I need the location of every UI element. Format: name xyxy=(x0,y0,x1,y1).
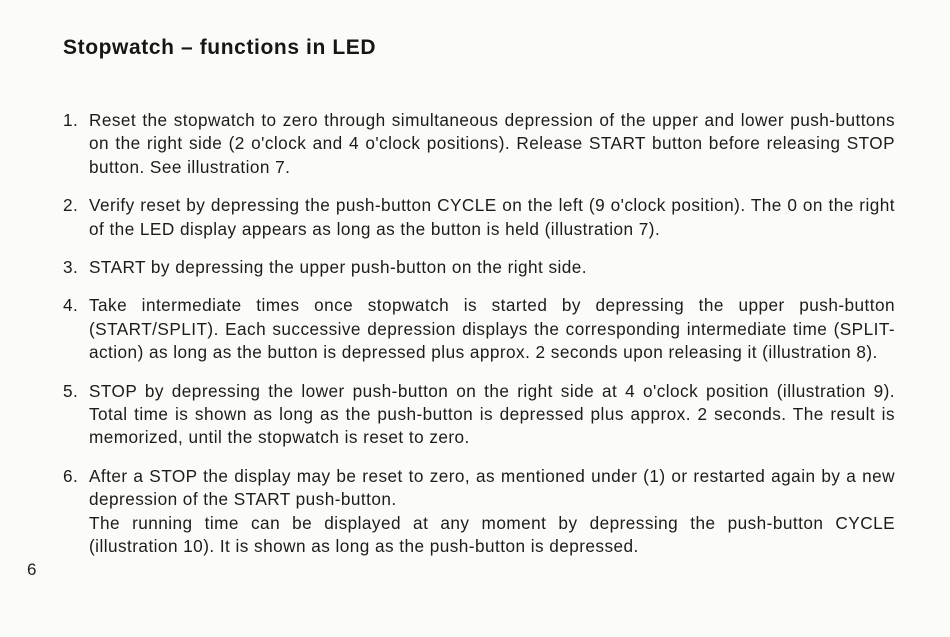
item-number: 5. xyxy=(63,380,79,401)
item-number: 3. xyxy=(63,257,79,278)
item-text: Verify reset by depressing the push-button CYCLE on the left (9 o'clock position). The 0 on the right of the LED display appears as long as the button is held (illustration 7). xyxy=(89,195,895,239)
page-title: Stopwatch – functions in LED xyxy=(63,36,377,59)
item-text: STOP by depressing the lower push-button on the right side at 4 o'clock position (illustration 9). Total time is shown as long as the push-button is depressed plus approx. 2 seconds. The result is memorized, until the stopwatch is reset to zero. xyxy=(89,380,895,448)
item-number: 1. xyxy=(63,110,79,130)
page-number: 6 xyxy=(27,560,37,579)
item-text: Reset the stopwatch to zero through simultaneous depression of the upper and lower push-buttons on the right side (2 o'clock and 4 o'clock positions). Release START button before releasing STOP button. See illustration 7. xyxy=(89,110,895,177)
item-number: 4. xyxy=(63,295,79,316)
list-item-2 xyxy=(63,194,895,241)
list-item-1 xyxy=(63,109,895,179)
item-number: 2. xyxy=(63,195,79,216)
item-text-continued: The running time can be displayed at any moment by depressing the push-button CYCLE (illustration 10). It is shown as long as the push-button is depressed. xyxy=(89,512,895,557)
list-item-3 xyxy=(63,256,895,279)
item-text: Take intermediate times once stopwatch is started by depressing the upper push-button (START/SPLIT). Each successive depression displays the corresponding intermediate time (SPLIT-action) as long as the button is depressed plus approx. 2 seconds upon releasing it (illustration 8). xyxy=(89,295,895,363)
item-text: After a STOP the display may be reset to zero, as mentioned under (1) or restarted again by a new depression of the START push-button. xyxy=(89,465,895,510)
list-item-4 xyxy=(63,294,895,364)
list-item-5 xyxy=(63,380,895,450)
instruction-list xyxy=(63,109,895,574)
list-item-6 xyxy=(63,465,895,559)
item-text: START by depressing the upper push-button on the right side. xyxy=(89,257,588,278)
item-number: 6. xyxy=(63,465,79,486)
